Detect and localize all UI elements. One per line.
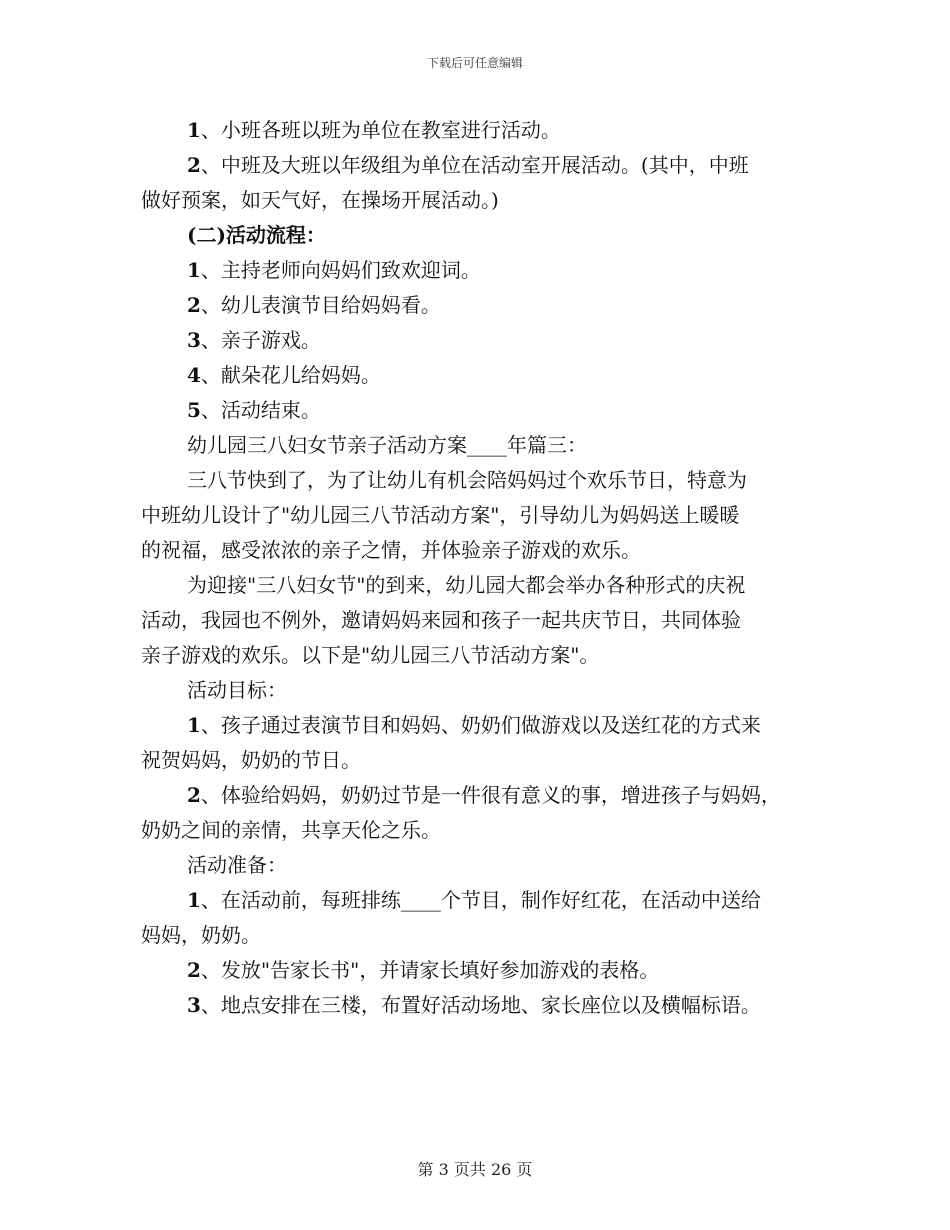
paragraph-line bbox=[141, 883, 811, 918]
list-number: 3 bbox=[187, 328, 201, 352]
line-text: 的祝福，感受浓浓的亲子之情，并体验亲子游戏的欢乐。 bbox=[141, 538, 641, 562]
line-text: 、小班各班以班为单位在教室进行活动。 bbox=[200, 118, 561, 142]
list-number: 1 bbox=[187, 258, 201, 282]
line-text: 、中班及大班以年级组为单位在活动室开展活动。(其中，中班 bbox=[200, 153, 749, 177]
list-number: 2 bbox=[187, 153, 201, 177]
line-text: (二)活动流程： bbox=[187, 223, 326, 247]
list-number: 1 bbox=[187, 118, 201, 142]
line-text: 、幼儿表演节目给妈妈看。 bbox=[200, 293, 441, 317]
line-text: 亲子游戏的欢乐。以下是"幼儿园三八节活动方案"。 bbox=[141, 643, 600, 667]
line-text: 祝贺妈妈，奶奶的节日。 bbox=[141, 748, 361, 772]
paragraph-line bbox=[141, 918, 811, 953]
line-text: 、在活动前，每班排练____个节目，制作好红花，在活动中送给 bbox=[200, 888, 761, 912]
line-text: 活动，我园也不例外，邀请妈妈来园和孩子一起共庆节日，共同体验 bbox=[141, 608, 741, 632]
list-number: 1 bbox=[187, 713, 201, 737]
paragraph-line bbox=[141, 288, 811, 323]
line-text: 做好预案，如天气好，在操场开展活动。) bbox=[141, 188, 499, 212]
line-text: 、亲子游戏。 bbox=[200, 328, 321, 352]
line-text: 三八节快到了，为了让幼儿有机会陪妈妈过个欢乐节日，特意为 bbox=[187, 468, 747, 492]
line-text: 、主持老师向妈妈们致欢迎词。 bbox=[200, 258, 481, 282]
paragraph-line bbox=[141, 673, 811, 708]
paragraph-line bbox=[141, 323, 811, 358]
list-number: 2 bbox=[187, 958, 201, 982]
list-number: 3 bbox=[187, 993, 201, 1017]
line-text: 中班幼儿设计了"幼儿园三八节活动方案"，引导幼儿为妈妈送上暖暖 bbox=[141, 503, 740, 527]
paragraph-line bbox=[141, 708, 811, 743]
page-footer-number: 第 3 页共 26 页 bbox=[417, 1160, 533, 1179]
line-text: 活动准备： bbox=[187, 853, 287, 877]
paragraph-line bbox=[141, 113, 811, 148]
line-text: 、体验给妈妈，奶奶过节是一件很有意义的事，增进孩子与妈妈， bbox=[200, 783, 781, 807]
paragraph-line bbox=[141, 953, 811, 988]
line-text: 、献朵花儿给妈妈。 bbox=[200, 363, 381, 387]
paragraph-line bbox=[141, 218, 811, 253]
list-number: 2 bbox=[187, 783, 201, 807]
paragraph-line bbox=[141, 358, 811, 393]
line-text: 活动目标： bbox=[187, 678, 287, 702]
line-text: 、发放"告家长书"，并请家长填好参加游戏的表格。 bbox=[200, 958, 660, 982]
list-number: 5 bbox=[187, 398, 201, 422]
line-text: 奶奶之间的亲情，共享天伦之乐。 bbox=[141, 818, 441, 842]
line-text: 幼儿园三八妇女节亲子活动方案____年篇三： bbox=[187, 433, 587, 457]
paragraph-line bbox=[141, 813, 811, 848]
paragraph-line bbox=[141, 253, 811, 288]
line-text: 为迎接"三八妇女节"的到来，幼儿园大都会举办各种形式的庆祝 bbox=[187, 573, 746, 597]
paragraph-line bbox=[141, 533, 811, 568]
paragraph-line bbox=[141, 743, 811, 778]
paragraph-line bbox=[141, 183, 811, 218]
list-number: 1 bbox=[187, 888, 201, 912]
paragraph-line bbox=[141, 568, 811, 603]
list-number: 2 bbox=[187, 293, 201, 317]
paragraph-line bbox=[141, 638, 811, 673]
paragraph-line bbox=[141, 988, 811, 1023]
paragraph-line bbox=[141, 498, 811, 533]
paragraph-line bbox=[141, 393, 811, 428]
line-text: 、活动结束。 bbox=[200, 398, 321, 422]
list-number: 4 bbox=[187, 363, 201, 387]
line-text: 妈妈，奶奶。 bbox=[141, 923, 261, 947]
paragraph-line bbox=[141, 603, 811, 638]
paragraph-line bbox=[141, 778, 811, 813]
document-body bbox=[141, 113, 811, 1023]
paragraph-line bbox=[141, 463, 811, 498]
page-header-note: 下载后可任意编辑 bbox=[426, 56, 523, 70]
line-text: 、地点安排在三楼，布置好活动场地、家长座位以及横幅标语。 bbox=[200, 993, 761, 1017]
line-text: 、孩子通过表演节目和妈妈、奶奶们做游戏以及送红花的方式来 bbox=[200, 713, 761, 737]
paragraph-line bbox=[141, 848, 811, 883]
paragraph-line bbox=[141, 428, 811, 463]
paragraph-line bbox=[141, 148, 811, 183]
